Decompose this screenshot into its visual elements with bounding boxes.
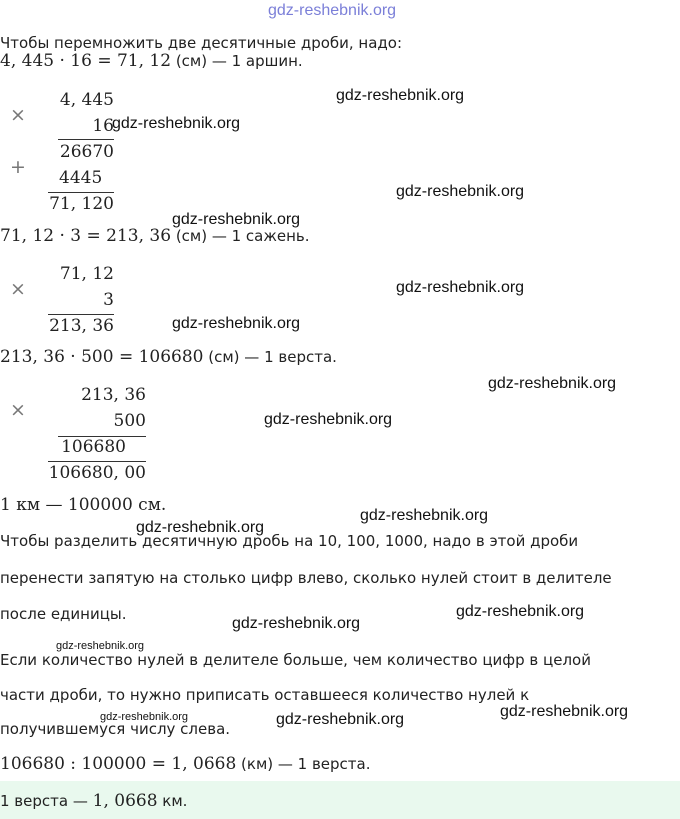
final-answer (0, 791, 187, 811)
line-versta-km (0, 754, 371, 774)
rule2-line-1: Если количество нулей в делителе больше, чем количество цифр в целой (0, 651, 591, 669)
versta-cm-expression: 213, 36 · 500 = 106680 (0, 347, 204, 367)
arshin-unit: (см) — 1 аршин. (171, 52, 303, 70)
c1-operand-b: 16 (92, 116, 114, 136)
c2-operand-b: 3 (103, 290, 114, 310)
watermark: gdz-reshebnik.org (232, 615, 361, 632)
watermark: gdz-reshebnik.org (488, 375, 617, 392)
c1-operand-a: 4, 445 (59, 90, 114, 110)
plus-sign: + (10, 156, 26, 178)
watermark: gdz-reshebnik.org (264, 411, 393, 428)
rule-line-1: Чтобы разделить десятичную дробь на 10, 100, 1000, надо в этой дроби (0, 532, 579, 550)
c1-line-1 (58, 139, 114, 140)
rule2-line-3: получившемуся числу слева. (0, 720, 231, 738)
versta-km-expression: 106680 : 100000 = 1, 0668 (0, 754, 237, 774)
multiply-sign: × (10, 278, 26, 300)
multiply-sign: × (10, 399, 26, 421)
multiply-sign: × (10, 104, 26, 126)
intro-partial-clip (0, 30, 430, 52)
c2-result: 213, 36 (49, 316, 114, 336)
sazhen-unit: (см) — 1 сажень. (171, 227, 310, 245)
intro-partial: Чтобы перемножить две десятичные дроби, надо: (0, 34, 403, 52)
watermark: gdz-reshebnik.org (396, 279, 525, 296)
line-versta-cm (0, 347, 337, 367)
c2-operand-a: 71, 12 (59, 264, 114, 284)
c3-result: 106680, 00 (48, 463, 146, 483)
watermark-small: gdz-reshebnik.org (56, 640, 145, 652)
watermark: gdz-reshebnik.org (456, 603, 585, 620)
versta-km-unit: (км) — 1 верста. (236, 755, 371, 773)
watermark: gdz-reshebnik.org (396, 183, 525, 200)
watermark: gdz-reshebnik.org (112, 115, 241, 132)
c3-operand-b: 500 (113, 411, 146, 431)
arshin-expression: 4, 445 · 16 = 71, 12 (0, 51, 172, 71)
c3-operand-a: 213, 36 (81, 385, 146, 405)
watermark: gdz-reshebnik.org (172, 211, 301, 228)
c3-line-2 (48, 461, 146, 462)
c1-result: 71, 120 (49, 194, 114, 214)
watermark-small: gdz-reshebnik.org (100, 711, 189, 723)
watermark: gdz-reshebnik.org (172, 315, 301, 332)
km-cm-line: 1 км — 100000 см. (0, 495, 167, 515)
c1-partial-1: 26670 (59, 142, 114, 162)
watermark-top: gdz-reshebnik.org (268, 2, 397, 19)
final-text: 1 верста — (0, 792, 93, 810)
c1-line-2 (48, 192, 114, 193)
watermark: gdz-reshebnik.org (136, 519, 265, 536)
c2-line (48, 314, 114, 315)
sazhen-expression: 71, 12 · 3 = 213, 36 (0, 226, 172, 246)
watermark: gdz-reshebnik.org (276, 711, 405, 728)
rule-line-3: после единицы. (0, 605, 127, 623)
c1-partial-2: 4445 (59, 168, 103, 188)
versta-cm-unit: (см) — 1 верста. (203, 348, 337, 366)
line-sazhen (0, 226, 310, 246)
watermark: gdz-reshebnik.org (336, 87, 465, 104)
line-arshin (0, 51, 303, 71)
rule-line-2: перенести запятую на столько цифр влево, сколько нулей стоит в делителе (0, 569, 612, 587)
final-value: 1, 0668 (92, 791, 158, 811)
rule2-line-2: части дроби, то нужно приписать оставшееся количество нулей к (0, 686, 530, 704)
c3-partial-1: 106680 (61, 437, 126, 457)
watermark: gdz-reshebnik.org (500, 703, 629, 720)
final-unit: км. (157, 792, 188, 810)
watermark: gdz-reshebnik.org (360, 507, 489, 524)
